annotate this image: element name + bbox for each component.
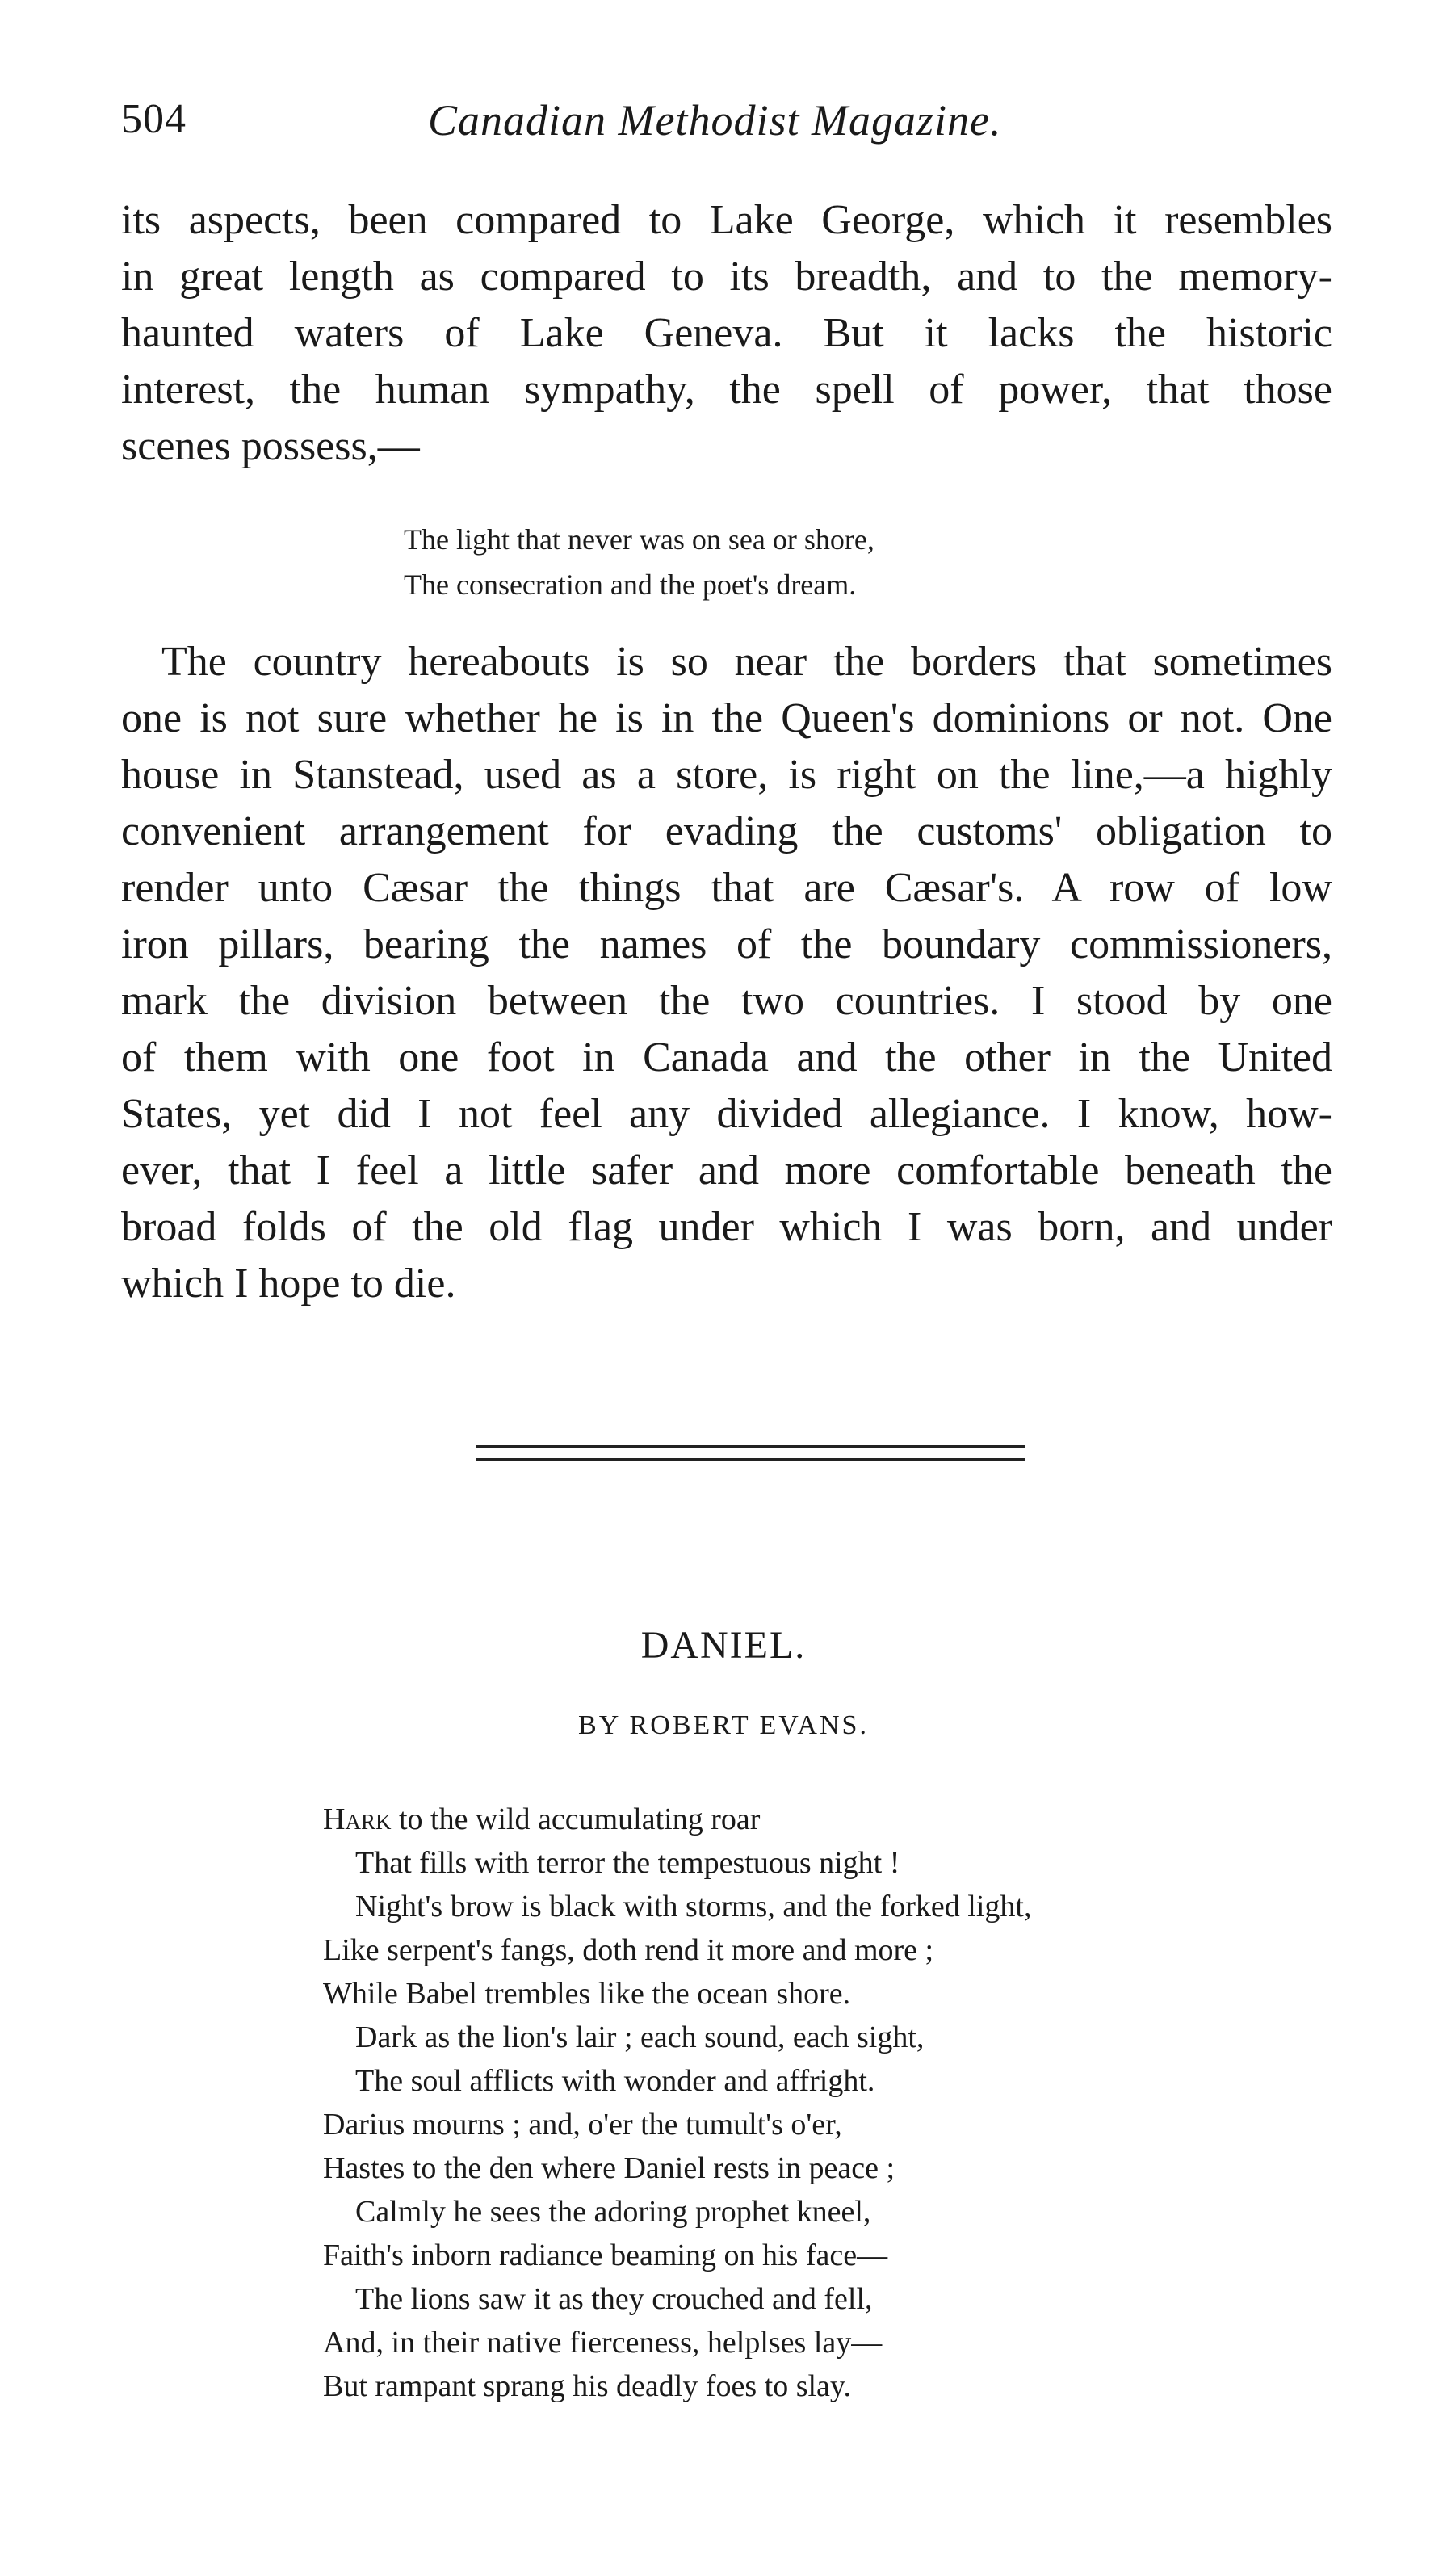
verse-quotation xyxy=(404,517,874,607)
poem-line: Faith's inborn radiance beaming on his face— xyxy=(323,2238,888,2272)
text-line: States, yet did I not feel any divided allegiance. I know, how- xyxy=(121,1091,1332,1137)
text-line: interest, the human sympathy, the spell of power, that those xyxy=(121,367,1332,413)
section-divider-rule xyxy=(476,1445,1025,1448)
text-line: in great length as compared to its breadth, and to the memory- xyxy=(121,254,1332,300)
poem-line: Hastes to the den where Daniel rests in peace ; xyxy=(323,2151,895,2185)
poem-line: Like serpent's fangs, doth rend it more and more ; xyxy=(323,1933,934,1967)
paragraph-borders xyxy=(121,634,1332,1312)
magazine-title: Canadian Methodist Magazine. xyxy=(428,96,1002,145)
quote-line: The consecration and the poet's dream. xyxy=(404,568,857,601)
text-line: one is not sure whether he is in the Queen's dominions or not. One xyxy=(121,695,1332,741)
poem-line: The lions saw it as they crouched and fell, xyxy=(355,2282,873,2316)
text-line: its aspects, been compared to Lake George, which it resembles xyxy=(121,197,1332,243)
text-line: haunted waters of Lake Geneva. But it lacks the historic xyxy=(121,310,1332,356)
poem-line: That fills with terror the tempestuous night ! xyxy=(355,1846,900,1880)
poem-line: But rampant sprang his deadly foes to slay. xyxy=(323,2369,851,2403)
text-line: scenes possess,— xyxy=(121,423,420,469)
text-line: iron pillars, bearing the names of the boundary commissioners, xyxy=(121,921,1332,967)
quote-line: The light that never was on sea or shore, xyxy=(404,523,874,556)
poem-first-line-rest: to the wild accumulating roar xyxy=(391,1802,761,1836)
poem-lines xyxy=(323,1841,1292,2408)
text-line: broad folds of the old flag under which I was born, and under xyxy=(121,1204,1332,1250)
poem-first-word: Hark xyxy=(323,1802,392,1836)
poem-line: And, in their native fierceness, helplses lay— xyxy=(323,2326,883,2360)
page-number: 504 xyxy=(121,96,187,142)
text-line: The country hereabouts is so near the borders that sometimes xyxy=(161,639,1332,685)
text-line: which I hope to die. xyxy=(121,1261,456,1307)
poem-line: The soul afflicts with wonder and affright. xyxy=(355,2064,875,2098)
running-header xyxy=(121,95,1316,160)
poem-line: While Babel trembles like the ocean shore. xyxy=(323,1977,851,2011)
poem-line: Night's brow is black with storms, and the forked light, xyxy=(355,1890,1032,1924)
poem-title: DANIEL. xyxy=(640,1624,807,1667)
poem-byline: BY ROBERT EVANS. xyxy=(578,1710,869,1740)
text-line: of them with one foot in Canada and the other in the United xyxy=(121,1034,1332,1080)
poem-line: Darius mourns ; and, o'er the tumult's o'er, xyxy=(323,2108,842,2142)
paragraph-continued xyxy=(121,192,1332,475)
text-line: house in Stanstead, used as a store, is right on the line,—a highly xyxy=(121,752,1332,798)
poem-line: Dark as the lion's lair ; each sound, each sight, xyxy=(355,2020,925,2054)
text-line: convenient arrangement for evading the customs' obligation to xyxy=(121,808,1332,854)
section-divider-rule xyxy=(476,1458,1025,1461)
text-line: mark the division between the two countries. I stood by one xyxy=(121,978,1332,1024)
poem-body xyxy=(323,1798,1292,2408)
poem-line xyxy=(323,1798,1292,1841)
text-line: render unto Cæsar the things that are Cæsar's. A row of low xyxy=(121,865,1332,911)
text-line: ever, that I feel a little safer and more comfortable beneath the xyxy=(121,1147,1332,1194)
poem-line: Calmly he sees the adoring prophet kneel, xyxy=(355,2195,871,2229)
